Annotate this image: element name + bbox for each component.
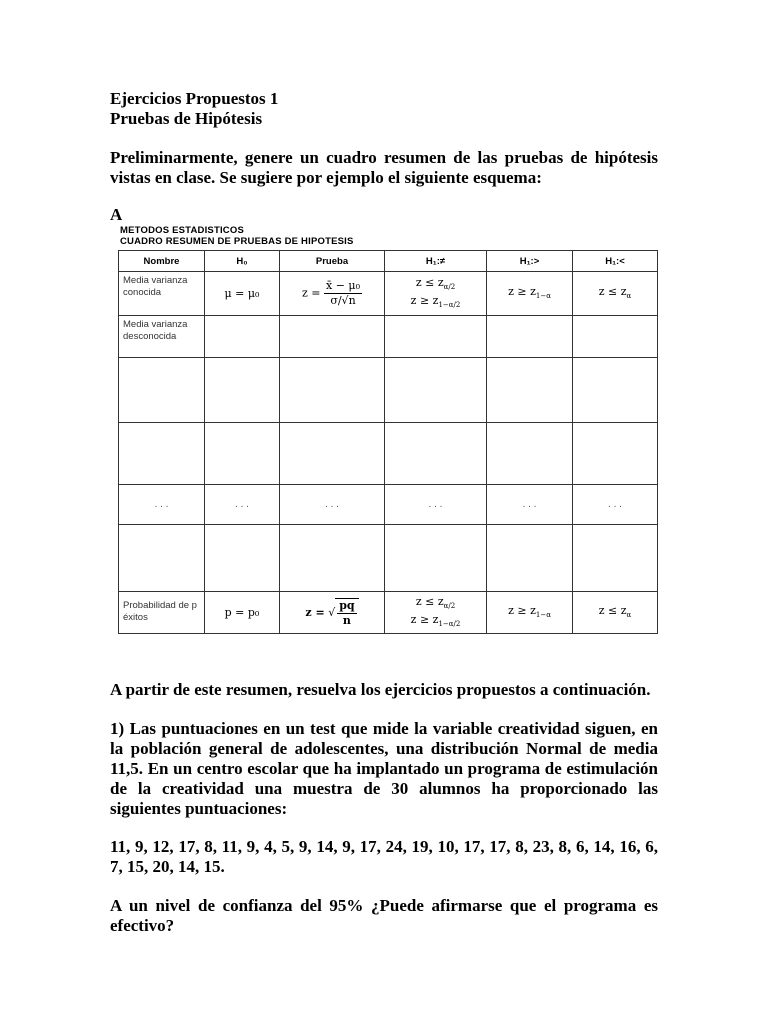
ellipsis: . . .	[487, 485, 573, 525]
gt-sub: 1−α	[535, 610, 551, 619]
h1-ne-cell	[385, 272, 487, 316]
ellipsis: . . .	[119, 485, 205, 525]
ellipsis-row	[119, 485, 658, 525]
empty-cell	[487, 316, 573, 358]
ne-sub-2: 1−α/2	[438, 619, 461, 628]
test-fraction	[324, 279, 362, 308]
figure-label: A	[110, 205, 123, 224]
exercise-1-statement	[110, 719, 658, 819]
test-fraction	[337, 599, 356, 628]
h1-gt-cell	[487, 592, 573, 634]
h1-gt-cell	[487, 272, 573, 316]
ne-expr-1: z ≤ z	[415, 594, 444, 608]
table-header-row	[119, 251, 658, 272]
empty-cell	[573, 358, 658, 423]
exercise-number: 1	[110, 719, 119, 738]
test-lhs: z =	[305, 605, 325, 619]
empty-cell	[487, 423, 573, 485]
empty-cell	[385, 525, 487, 592]
lt-sub: α	[626, 291, 632, 300]
empty-cell	[119, 423, 205, 485]
test-denominator: σ/√n	[330, 294, 356, 307]
ne-expr-1: z ≤ z	[415, 275, 444, 289]
empty-cell	[487, 525, 573, 592]
col-nombre: Nombre	[119, 251, 205, 272]
empty-cell	[385, 358, 487, 423]
table-row	[119, 358, 658, 423]
ne-sub-2: 1−α/2	[438, 300, 461, 309]
lt-sub: α	[626, 610, 632, 619]
empty-cell	[205, 525, 280, 592]
empty-cell	[573, 423, 658, 485]
table-row	[119, 316, 658, 358]
test-numerator: x̄ − μ₀	[326, 279, 360, 292]
table-row	[119, 592, 658, 634]
ne-sub-1: α/2	[443, 282, 456, 291]
test-numerator: pq	[339, 598, 355, 612]
ellipsis: . . .	[280, 485, 385, 525]
table-row	[119, 525, 658, 592]
document-title: Ejercicios Propuestos 1	[110, 89, 279, 108]
test-denominator: n	[342, 613, 351, 627]
test-cell	[280, 272, 385, 316]
empty-cell	[119, 525, 205, 592]
col-h1-ne: H₁:≠	[385, 251, 487, 272]
ne-expr-2: z ≥ z	[410, 612, 439, 626]
sqrt-expression	[328, 598, 358, 628]
empty-cell	[280, 525, 385, 592]
col-h1-gt: H₁:>	[487, 251, 573, 272]
col-h0: H₀	[205, 251, 280, 272]
h0-cell: p = p₀	[205, 592, 280, 634]
table-row	[119, 272, 658, 316]
ellipsis: . . .	[385, 485, 487, 525]
gt-expr: z ≥ z	[508, 284, 536, 298]
document-subtitle: Pruebas de Hipótesis	[110, 109, 263, 128]
h1-lt-cell	[573, 272, 658, 316]
table-header-line2: CUADRO RESUMEN DE PRUEBAS DE HIPOTESIS	[120, 236, 354, 247]
ellipsis: . . .	[205, 485, 280, 525]
empty-cell	[573, 316, 658, 358]
empty-cell	[280, 423, 385, 485]
intro-paragraph: Preliminarmente, genere un cuadro resumen de las pruebas de hipótesis vistas en clase. Se sugiere por ejemplo el siguiente esquema:	[110, 148, 658, 187]
summary-table	[118, 250, 658, 634]
exercise-text: ) Las puntuaciones en un test que mide la variable creatividad siguen, en la población general de adolescentes, una distribución Normal de media 11,5. En un centro escolar que ha implantado un programa de estimulación de la creatividad una muestra de 30 alumnos ha proporcionado las siguientes puntuaciones:	[110, 719, 658, 818]
sqrt-icon: √	[328, 605, 336, 619]
table-row	[119, 423, 658, 485]
empty-cell	[205, 423, 280, 485]
h0-cell: μ = μ₀	[205, 272, 280, 316]
row-name: Probabilidad de p éxitos	[119, 592, 205, 634]
empty-cell	[385, 423, 487, 485]
gt-expr: z ≥ z	[508, 603, 536, 617]
empty-cell	[487, 358, 573, 423]
h1-lt-cell	[573, 592, 658, 634]
lt-expr: z ≤ z	[598, 284, 627, 298]
empty-cell	[385, 316, 487, 358]
empty-cell	[119, 358, 205, 423]
gt-sub: 1−α	[535, 291, 551, 300]
exercise-1-question: A un nivel de confianza del 95% ¿Puede afirmarse que el programa es efectivo?	[110, 896, 658, 935]
ne-expr-2: z ≥ z	[410, 293, 439, 307]
col-prueba: Prueba	[280, 251, 385, 272]
ne-sub-1: α/2	[443, 601, 456, 610]
empty-cell	[205, 358, 280, 423]
empty-cell	[280, 316, 385, 358]
empty-cell	[205, 316, 280, 358]
lt-expr: z ≤ z	[598, 603, 627, 617]
ellipsis: . . .	[573, 485, 658, 525]
empty-cell	[280, 358, 385, 423]
test-lhs: z =	[302, 286, 321, 300]
table-header-line1: METODOS ESTADISTICOS	[120, 225, 244, 236]
h1-ne-cell	[385, 592, 487, 634]
test-cell	[280, 592, 385, 634]
row-name: Media varianza desconocida	[119, 316, 205, 358]
exercise-1-scores: 11, 9, 12, 17, 8, 11, 9, 4, 5, 9, 14, 9, 17, 24, 19, 10, 17, 17, 8, 23, 8, 6, 14, 16, 6, 7, 15, 20, 14, 15.	[110, 837, 658, 876]
col-h1-lt: H₁:<	[573, 251, 658, 272]
after-table-paragraph: A partir de este resumen, resuelva los ejercicios propuestos a continuación.	[110, 680, 651, 699]
row-name: Media varianza conocida	[119, 272, 205, 316]
empty-cell	[573, 525, 658, 592]
